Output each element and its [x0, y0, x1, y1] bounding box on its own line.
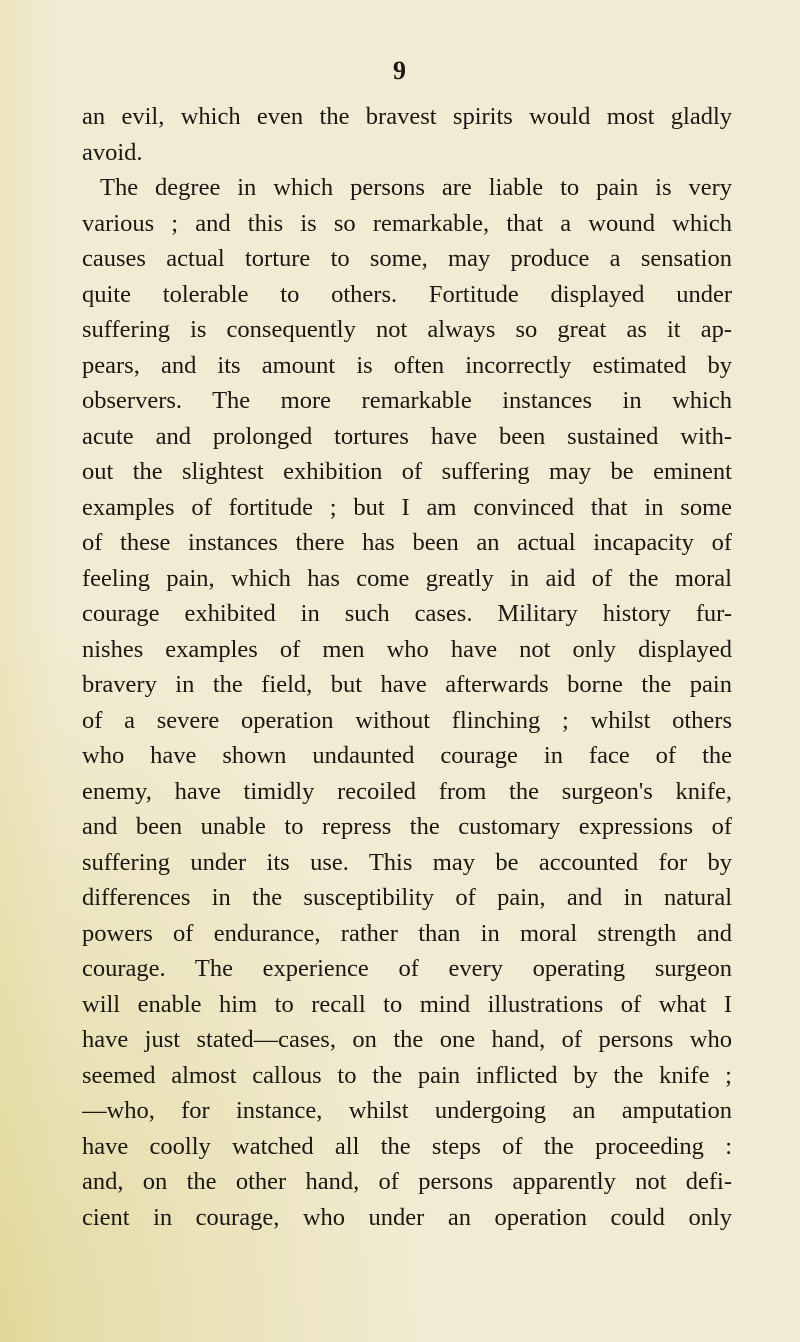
text-line: causes actual torture to some, may produce a sensation — [82, 245, 732, 272]
body-text — [82, 99, 732, 1235]
text-line: powers of endurance, rather than in moral strength and — [82, 919, 732, 947]
text-line: quite tolerable to others. Fortitude displayed under — [82, 280, 732, 308]
text-line: pears, and its amount is often incorrectly estimated by — [82, 351, 732, 379]
text-line: acute and prolonged tortures have been sustained with- — [82, 422, 732, 450]
text-line: nishes examples of men who have not only displayed — [82, 635, 732, 663]
text-line: suffering is consequently not always so great as it ap- — [82, 316, 732, 343]
text-line: who have shown undaunted courage in face of the — [82, 742, 732, 769]
text-line: of a severe operation without flinching ; whilst others — [82, 706, 732, 734]
text-line: examples of fortitude ; but I am convinced that in some — [82, 493, 732, 521]
text-line: enemy, have timidly recoiled from the surgeon's knife, — [82, 777, 732, 805]
text-line: observers. The more remarkable instances in which — [82, 387, 732, 414]
text-line: —who, for instance, whilst undergoing an amputation — [82, 1097, 732, 1124]
text-line: have just stated—cases, on the one hand, of persons who — [82, 1026, 732, 1053]
text-line: courage. The experience of every operating surgeon — [82, 955, 732, 982]
text-line: will enable him to recall to mind illustrations of what I — [82, 990, 732, 1018]
text-line: feeling pain, which has come greatly in aid of the moral — [82, 564, 732, 592]
text-line: avoid. — [82, 138, 143, 166]
text-line: have coolly watched all the steps of the proceeding : — [82, 1132, 732, 1160]
text-line: out the slightest exhibition of suffering may be eminent — [82, 458, 732, 485]
text-line: and, on the other hand, of persons apparently not defi- — [82, 1168, 732, 1195]
text-line: bravery in the field, but have afterwards borne the pain — [82, 671, 732, 698]
text-line: suffering under its use. This may be accounted for by — [82, 848, 732, 876]
text-line: courage exhibited in such cases. Military history fur- — [82, 600, 732, 627]
text-line: cient in courage, who under an operation could only — [82, 1203, 732, 1231]
text-line: The degree in which persons are liable to pain is very — [100, 174, 732, 201]
page-number: 9 — [393, 56, 407, 85]
text-line: an evil, which even the bravest spirits would most gladly — [82, 103, 732, 130]
text-line: differences in the susceptibility of pain, and in natural — [82, 884, 732, 911]
text-line: and been unable to repress the customary expressions of — [82, 813, 732, 840]
text-line: of these instances there has been an actual incapacity of — [82, 529, 732, 556]
text-line: seemed almost callous to the pain inflicted by the knife ; — [82, 1061, 732, 1089]
text-line: various ; and this is so remarkable, that a wound which — [82, 209, 732, 237]
